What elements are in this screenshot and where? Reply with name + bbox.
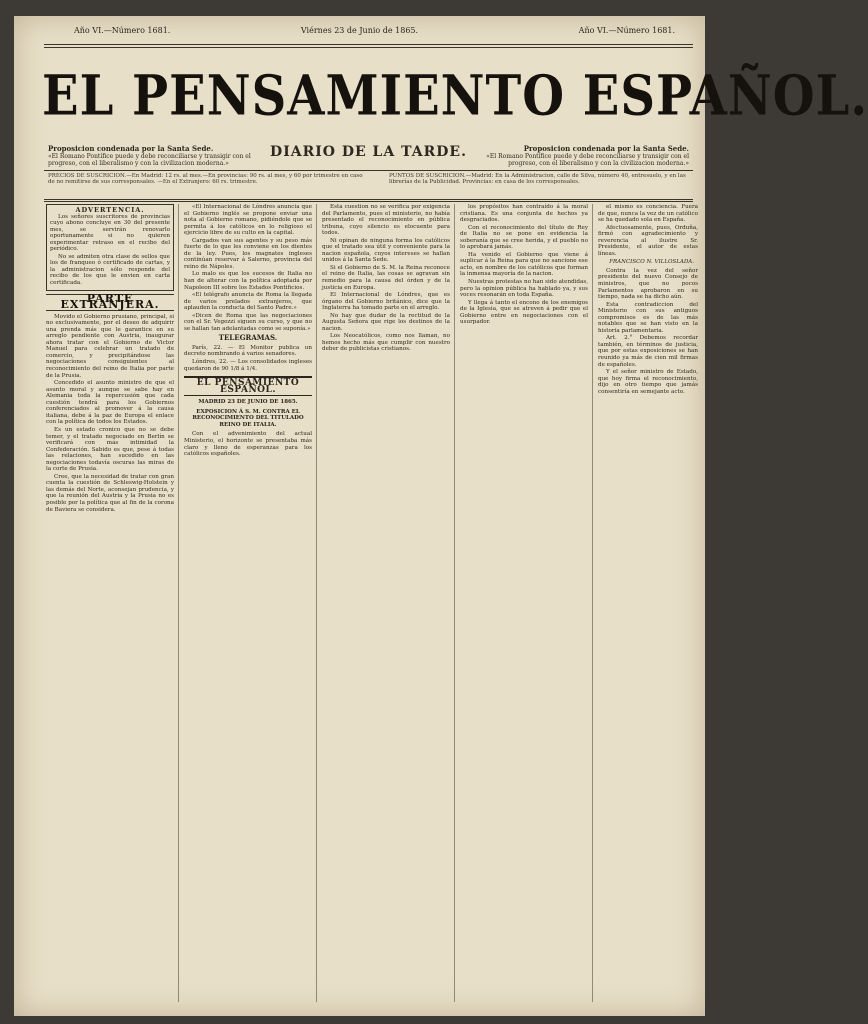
paragraph: «El telégrafo anuncia de Roma la llegada de varios prelados extranjeros, que aplauden la conducta del Santo Padre.»: [184, 292, 312, 312]
paragraph: Y llega á tanto el encono de los enemigos de la Iglesia, que se atreven á pedir que el Gobierno entre en negociaciones con el usurpador.: [460, 299, 588, 326]
exposition-title: EXPOSICION Á S. M. CONTRA EL RECONOCIMIENTO DEL TITULADO REINO DE ITALIA.: [192, 408, 304, 428]
paragraph: «El Internacional de Lóndres anuncia que el Gobierno inglés se propone enviar una nota al Gobierno romano, pidiéndole que se permita á los católicos en lo religioso el ejercicio libre de su culto en la capital.: [184, 204, 312, 237]
paragraph: el mismo es conciencia. Fuera de que, nunca la vez de un católico se ha quedado sola en España.: [598, 204, 698, 224]
paragraph: Movido el Gobierno prusiano, principal, si no exclusivamente, por el deseo de adquirir una prenda más que le garantice en su arreglo pendiente con Austria, inaugurar ahora tratar con el Gobierno de Victor Manuel para celebrar un tratado de comercio, y precipitándose las negociaciones consiguientes al reconocimiento del reino de Italia por parte de la Prusia.: [46, 313, 174, 379]
columns-rule: [44, 199, 693, 200]
issue-date: Viérnes 23 de Junio de 1865.: [300, 26, 419, 35]
paragraph: El Internacional de Lóndres, que es órgano del Gobierno británico, dice que la Inglaterra ha tomado parte en el arreglo.: [322, 292, 450, 312]
top-rule: [44, 44, 693, 45]
paragraph: Es un estado cronico que no se debe temer, y el tratado negociado en Berlín se verificará con más intimidad la Confederación. Sabido es que, pese á todas las relaciones, han sucedido en las negociaciones todavía oscuras las miras de la corte de Prusia.: [46, 426, 174, 473]
sub-rule: [44, 170, 693, 171]
paragraph: Esta contradiccion del Ministerio con sus antiguos compromisos es de las más notables que se han visto en la historia parlamentaria.: [598, 301, 698, 334]
advert-title: ADVERTENCIA.: [75, 206, 145, 214]
telegram: Lóndres, 22. — Los consolidados ingleses quedaron de 90 1/8 á 1/4.: [184, 359, 312, 372]
column-5: [598, 204, 698, 1002]
points: PUNTOS DE SUSCRICION.—Madrid: En la Administracion, calle de Silva, número 40, entresuelo, y en las librerías de la Publicidad. Provincias: en casa de los corresponsales.: [389, 173, 686, 185]
issue-number-right: Año VI.—Número 1681.: [578, 26, 675, 35]
signature: FRANCISCO N. VILLOSLADA.: [609, 259, 694, 266]
column-3: [322, 204, 450, 1002]
paragraph: los propósitos han contraído á la moral cristiana. Es una conjunta de hechos ya desgraciados.: [460, 204, 588, 224]
column-separator: [316, 204, 317, 1002]
masthead-subhead: [42, 144, 695, 170]
paragraph: Cree, que la necesidad de tratar con gran cuenta la cuestión de Schleswig-Holstein y las demás del Norte, aconsejan prudencia, y que la reunión del Austria y la Prusia no es posible por la política que al fin de la corona de Baviera se considera.: [46, 473, 174, 513]
paragraph: Afectuosamente, pues, Orduña, firmó con agradecimiento y reverencia al ilustre Sr. Presidente, el autor de estas líneas.: [598, 224, 698, 257]
column-separator: [454, 204, 455, 1002]
column-2: [184, 204, 312, 1002]
section-title: PARTE EXTRANJERA.: [46, 294, 174, 311]
left-note-title: Proposicion condenada por la Santa Sede.: [48, 144, 214, 153]
paragraph: No hay que dudar de la rectitud de la Augusta Señora que rige los destinos de la nacion.: [322, 312, 450, 332]
advert-text: Los señores suscritores de provincias cuyo abono concluye en 30 del presente mes, se servirán renovarlo oportunamente si no quieren experimentar retraso en el recibo del periódico.: [50, 213, 170, 253]
paragraph: Ha venido el Gobierno que viene á suplicar á la Reina para que no sancione ese acto, en nombre de los católicos que forman la inmensa mayoría de la nacion.: [460, 251, 588, 278]
exposition-text: Con el advenimiento del actual Ministerio, el horizonte se presentaba más claro y lleno de esperanzas para los católicos españoles.: [184, 431, 312, 458]
telegram: París, 22. — El Monitor publica un decreto nombrando á varios senadores.: [184, 344, 312, 358]
paper-date: MADRID 23 DE JUNIO DE 1865.: [198, 399, 298, 406]
column-separator: [178, 204, 179, 1002]
paragraph: Contra la vez del señor presidente del nuevo Consejo de ministros, que no pocos Parlamentos aprobaron en su tiempo, nada se ha dicho aún.: [598, 267, 698, 301]
prices: PRECIOS DE SUSCRICION.—En Madrid: 12 rs. al mes.—En provincias: 90 rs. al mes, y 60 por trimestre en caso de no remitirse de sus corresponsales. —En el Extranjero: 60 rs. trimestre.: [48, 173, 363, 185]
paragraph: Lo malo es que los sucesos de Italia no han de alterar con la política adoptada por Napoleon III sobre los Estados Pontificios.: [184, 271, 312, 291]
issue-number-left: Año VI.—Número 1681.: [74, 26, 171, 35]
column-4: [460, 204, 588, 1002]
paper-name: EL PENSAMIENTO ESPAÑOL.: [184, 376, 312, 396]
masthead-title: EL PENSAMIENTO ESPAÑOL.: [42, 64, 868, 129]
advert-text-2: No se admiten otra clase de sellos que los de franqueo ó certificado de cartas, y la administracion sólo responde del recibo de los que le envien en carta certificada.: [50, 253, 170, 287]
advert-box: [46, 204, 174, 291]
right-note-title: Proposicion condenada por la Santa Sede.: [523, 144, 689, 153]
masthead-subtitle: DIARIO DE LA TARDE.: [270, 144, 467, 160]
paragraph: Art. 2.° Debemos recordar también, en términos de justicia, que por estas exposiciones se han reunido ya más de cien mil firmas de españoles.: [598, 335, 698, 368]
subscription-terms: [42, 173, 695, 197]
dateline: [34, 26, 685, 40]
newspaper-page: [14, 16, 868, 1016]
telegrams-title: TELEGRAMAS.: [218, 333, 278, 343]
paragraph: Con el reconocimiento del título de Rey de Italia no se pone en evidencia la soberanía que se cree herida, y el pueblo no lo aprobará jamás.: [460, 224, 588, 251]
paragraph: Cargados van sus agentes y su peso más fuerte de lo que les conviene en los dientes de la ley. Pues, los magnates ingleses continúan reservar á Salerno, provincia del reino de Nápoles.: [184, 237, 312, 270]
column-1: [46, 204, 174, 1002]
paragraph: Concedido el asunto ministro de que el asunto moral y aunque se sabe hay en Alemania toda la repercusión que cada cuestión tendrá para los Gobiernos conferenciados al promover á la causa italiana, debe á la paz de Europa el enlace con la política de todos los Estados.: [46, 380, 174, 426]
column-separator: [592, 204, 593, 1002]
paragraph: Y el señor ministro de Estado, que hoy firma el reconocimiento, dijo en otro tiempo que jamás consentiría en semejante acto.: [598, 369, 698, 395]
paragraph: Los Neocatólicos, como nos llaman, no hemos hecho más que cumplir con nuestro deber de publicistas cristianos.: [322, 333, 450, 353]
right-note: [479, 144, 689, 167]
paragraph: Nuestras protestas no han sido atendidas, pero la opinion pública ha hablado ya, y sus voces resonarán en toda España.: [460, 279, 588, 299]
top-rule-2: [44, 47, 693, 48]
paragraph: Ni opinan de ninguna forma los católicos que el tratado sea útil y conveniente para la nacion española, cuyos intereses se hallan unidos á la Santa Sede.: [322, 237, 450, 264]
right-note-text: «El Romano Pontífice puede y debe reconciliarse y transigir con el progreso, con el liberalismo y con la civilizacion moderna.»: [486, 153, 689, 167]
columns-rule-2: [44, 201, 693, 202]
paragraph: Esta cuestion no se verifica por exigencia del Parlamento, pues el ministerio, no había presentado el reconocimiento en pública tribuna, cuyo silencio es elocuente para todos.: [322, 204, 450, 237]
paragraph: Si el Gobierno de S. M. la Reina reconoce el reino de Italia, las cosas se agravan sin remedio para la causa del órden y de la justicia en Europa.: [322, 264, 450, 291]
paragraph: «Dicen de Roma que las negociaciones con el Sr. Vegezzi siguen su curso, y que no se hallan tan adelantadas como se suponía.»: [184, 312, 312, 332]
left-note-text: «El Romano Pontífice puede y debe reconciliarse y transigir con el progreso, con el liberalismo y con la civilizacion moderna.»: [48, 153, 251, 167]
